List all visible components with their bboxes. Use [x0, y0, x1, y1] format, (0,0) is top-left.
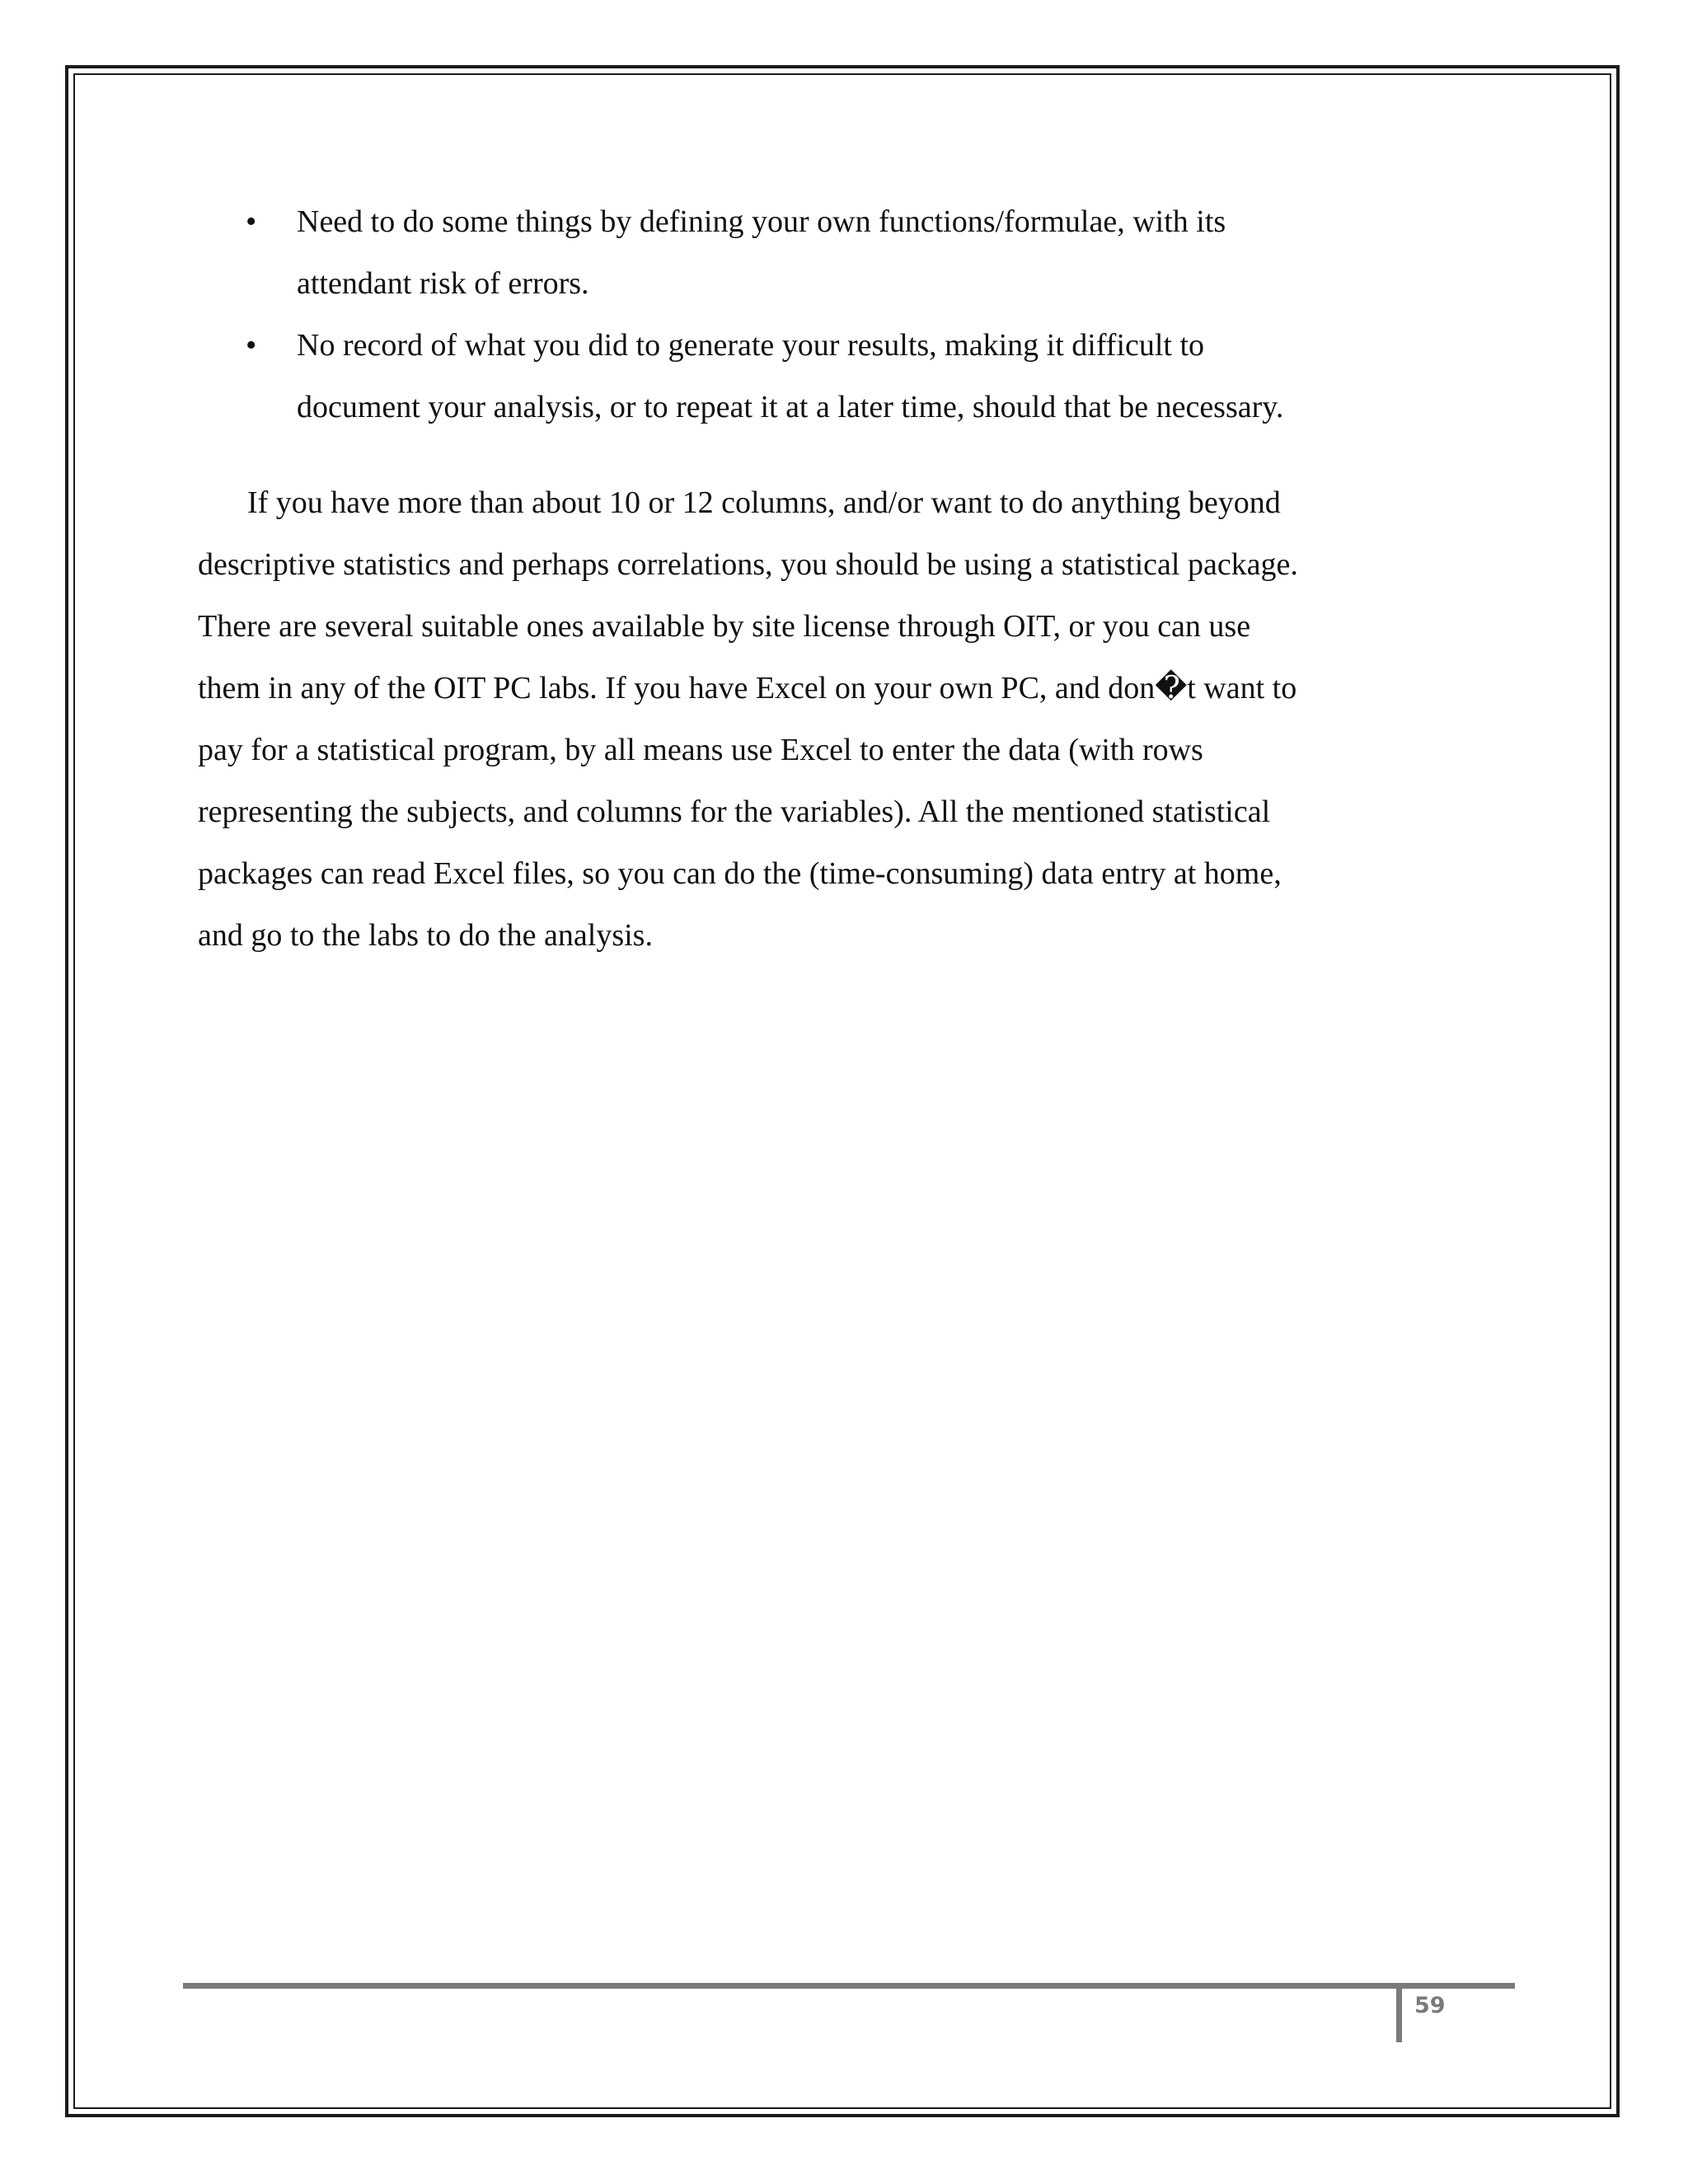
bullet-dot-icon: •: [246, 328, 257, 363]
paragraph-line: packages can read Excel files, so you can do the (time-consuming) data entry at home,: [198, 856, 1282, 891]
footer-rule: [183, 1983, 1515, 1989]
bullet-line: attendant risk of errors.: [297, 266, 589, 301]
bullet-dot-icon: •: [246, 204, 257, 239]
paragraph-line: If you have more than about 10 or 12 columns, and/or want to do anything beyond: [247, 485, 1281, 520]
page-number: 59: [1414, 1993, 1446, 2018]
body-paragraph: [198, 472, 1500, 967]
bullet-line: Need to do some things by defining your own functions/formulae, with its: [297, 204, 1226, 239]
paragraph-line: representing the subjects, and columns for the variables). All the mentioned statistical: [198, 794, 1271, 829]
paragraph-line: There are several suitable ones available by site license through OIT, or you can use: [198, 609, 1251, 644]
bullet-list: [198, 191, 1484, 438]
footer-tick: [1396, 1983, 1402, 2042]
paragraph-line: and go to the labs to do the analysis.: [198, 918, 653, 953]
paragraph-line: descriptive statistics and perhaps correlations, you should be using a statistical package.: [198, 547, 1298, 582]
bullet-line: No record of what you did to generate your results, making it difficult to: [297, 328, 1205, 363]
bullet-item: [198, 191, 1484, 315]
bullet-line: document your analysis, or to repeat it at a later time, should that be necessary.: [297, 390, 1284, 424]
paragraph-line: them in any of the OIT PC labs. If you have Excel on your own PC, and don�t want to: [198, 671, 1297, 705]
bullet-item: [198, 315, 1484, 438]
paragraph-line: pay for a statistical program, by all means use Excel to enter the data (with rows: [198, 733, 1203, 767]
